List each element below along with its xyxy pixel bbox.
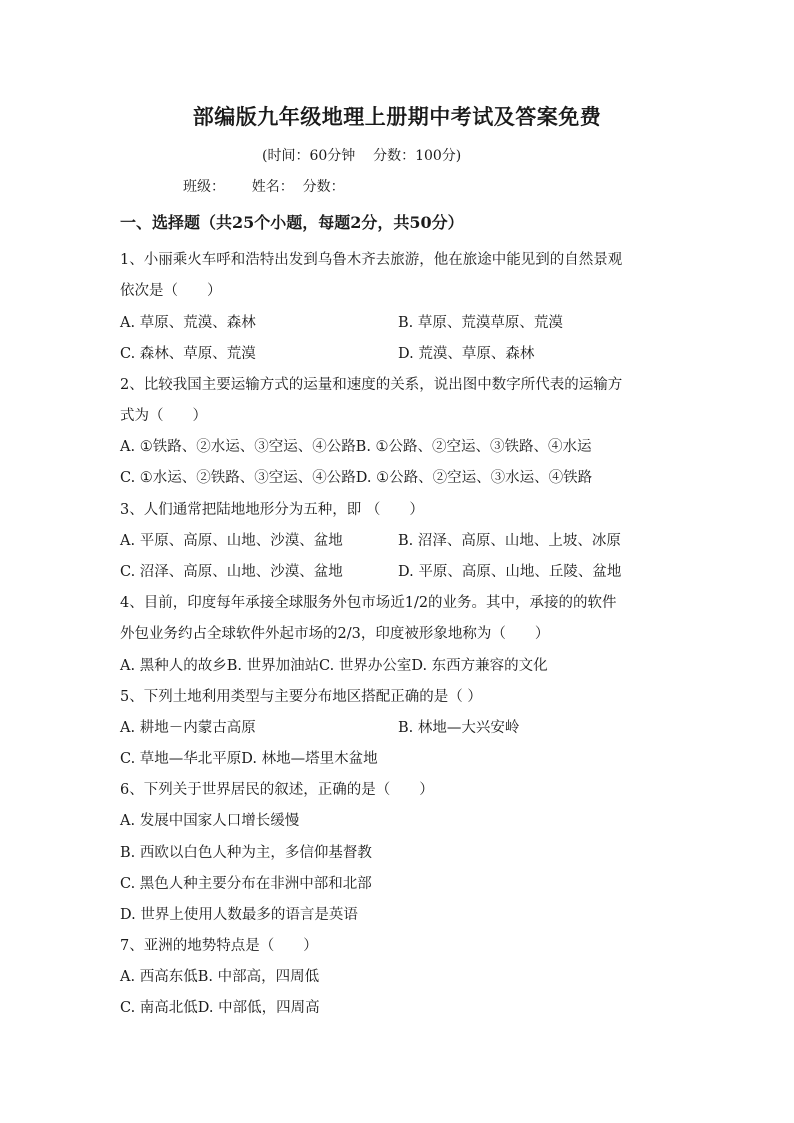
question-1-option-a: A. 草原、荒漠、森林 [120,315,256,331]
question-3-line-1: 3、人们通常把陆地地形分为五种，即 （ ） [120,502,424,518]
question-1-line-2: 依次是（ ） [120,283,222,299]
question-2-options-cd: C. ①水运、②铁路、③空运、④公路D. ①公路、②空运、③水运、④铁路 [120,470,593,486]
question-3-option-a: A. 平原、高原、山地、沙漠、盆地 [120,533,343,549]
question-1-line-1: 1、小丽乘火车呼和浩特出发到乌鲁木齐去旅游，他在旅途中能见到的自然景观 [120,252,623,268]
question-3-option-d: D. 平原、高原、山地、丘陵、盆地 [398,564,622,580]
question-4-line-2: 外包业务约占全球软件外起市场的2/3，印度被形象地称为（ ） [120,626,550,642]
question-3-option-b: B. 沼泽、高原、山地、上坡、冰原 [398,533,621,549]
question-5-option-a: A. 耕地－内蒙古高原 [120,720,256,736]
question-6-option-b: B. 西欧以白色人种为主，多信仰基督教 [120,845,372,861]
question-7-options-ab: A. 西高东低B. 中部高，四周低 [120,969,320,985]
question-1-option-b: B. 草原、荒漠草原、荒漠 [398,315,563,331]
question-4-options: A. 黑种人的故乡B. 世界加油站C. 世界办公室D. 东西方兼容的文化 [120,658,548,674]
question-6-option-c: C. 黑色人种主要分布在非洲中部和北部 [120,876,372,892]
question-2-line-1: 2、比较我国主要运输方式的运量和速度的关系，说出图中数字所代表的运输方 [120,377,623,393]
question-6-option-a: A. 发展中国家人口增长缓慢 [120,813,300,829]
question-1-option-c: C. 森林、草原、荒漠 [120,346,256,362]
question-2-line-2: 式为（ ） [120,408,207,424]
page-title: 部编版九年级地理上册期中考试及答案免费 [192,104,602,129]
section-heading: 一、选择题（共25个小题，每题2分，共50分） [120,213,464,232]
question-7-line-1: 7、亚洲的地势特点是（ ） [120,938,318,954]
class-name-score-line: 班级： 姓名： 分数： [183,179,345,195]
question-4-line-1: 4、目前，印度每年承接全球服务外包市场近1/2的业务。其中，承接的的软件 [120,595,617,611]
question-6-line-1: 6、下列关于世界居民的叙述，正确的是（ ） [120,782,434,798]
question-5-options-cd: C. 草地—华北平原D. 林地—塔里木盆地 [120,751,378,767]
question-6-option-d: D. 世界上使用人数最多的语言是英语 [120,907,358,923]
question-5-option-b: B. 林地—大兴安岭 [398,720,520,736]
question-5-line-1: 5、下列土地利用类型与主要分布地区搭配正确的是（ ） [120,689,482,705]
question-1-option-d: D. 荒漠、草原、森林 [398,346,535,362]
question-7-options-cd: C. 南高北低D. 中部低，四周高 [120,1000,320,1016]
exam-time-score: (时间：60分钟 分数：100分) [262,148,462,164]
question-3-option-c: C. 沼泽、高原、山地、沙漠、盆地 [120,564,343,580]
question-2-options-ab: A. ①铁路、②水运、③空运、④公路B. ①公路、②空运、③铁路、④水运 [120,439,592,455]
